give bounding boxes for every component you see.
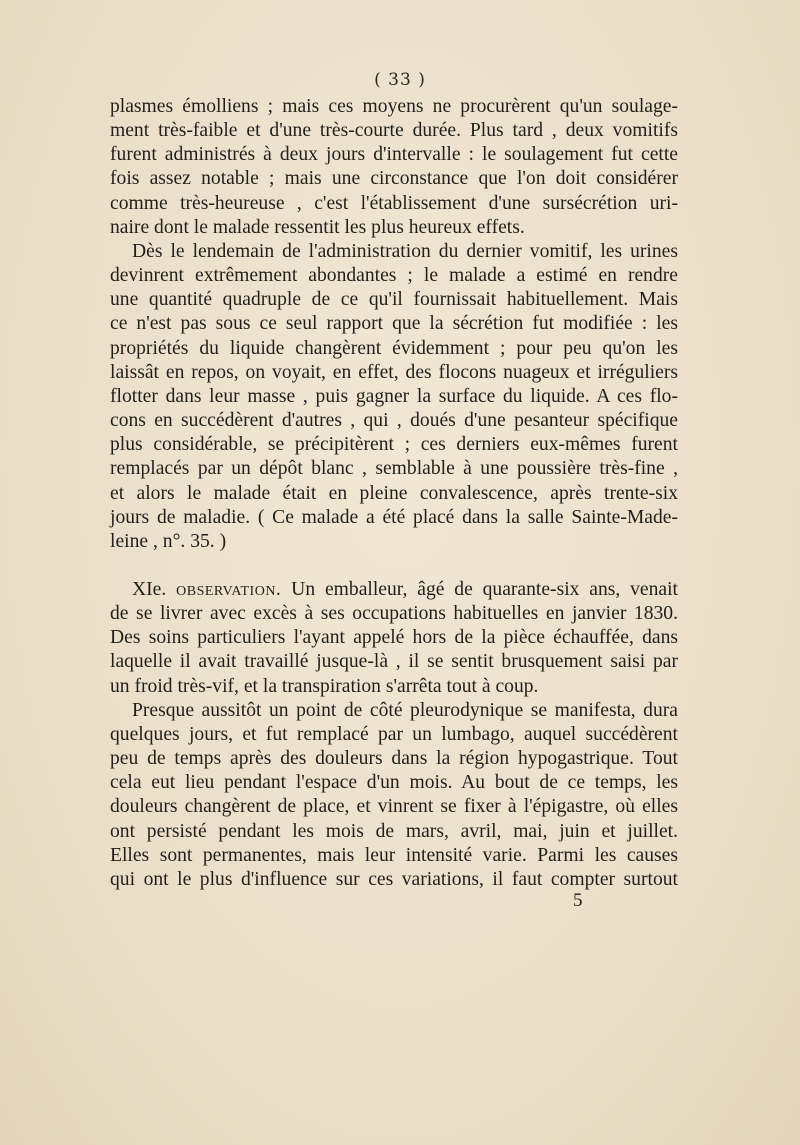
text-line: furent administrés à deux jours d'intervalle : le soulagement fut cette (110, 144, 678, 166)
text-line: jours de maladie. ( Ce malade a été placé dans la salle Sainte-Made- (110, 506, 678, 528)
text-line: cons en succédèrent d'autres , qui , doués d'une pesanteur spécifique (110, 410, 678, 432)
paragraph-1 (110, 95, 678, 240)
observation-heading: observation. (176, 578, 282, 600)
text-line: Dès le lendemain de l'administration du dernier vomitif, les urines (132, 240, 678, 262)
text-line: peu de temps après des douleurs dans la région hypogastrique. Tout (110, 748, 678, 770)
text-line: comme très-heureuse , c'est l'établissement d'une sursécrétion uri- (110, 192, 678, 214)
paragraph-3 (110, 578, 678, 699)
text-line: Un emballeur, âgé de quarante-six ans, venait (291, 578, 678, 600)
text-line: cela eut lieu pendant l'espace d'un mois. Au bout de ce temps, les (110, 772, 678, 794)
paragraph-4 (110, 699, 678, 892)
body-text (110, 95, 678, 892)
page-number: ( 33 ) (374, 70, 426, 90)
text-line: et alors le malade était en pleine convalescence, après trente-six (110, 482, 678, 504)
text-line: ont persisté pendant les mois de mars, avril, mai, juin et juillet. (110, 820, 678, 842)
paragraph-2 (110, 240, 678, 554)
text-line: plus considérable, se précipitèrent ; ces derniers eux-mêmes furent (110, 434, 678, 456)
text-line: Presque aussitôt un point de côté pleurodynique se manifesta, dura (132, 699, 678, 721)
text-line: qui ont le plus d'influence sur ces variations, il faut compter surtout (110, 868, 678, 890)
text-line: leine , n°. 35. ) (110, 530, 227, 552)
text-line: remplacés par un dépôt blanc , semblable à une poussière très-fine , (110, 458, 678, 480)
text-line: Elles sont permanentes, mais leur intensité varie. Parmi les causes (110, 844, 678, 866)
text-line: quelques jours, et fut remplacé par un lumbago, auquel succédèrent (110, 723, 678, 745)
observation-number: XIe. (132, 578, 167, 600)
text-line: naire dont le malade ressentit les plus heureux effets. (110, 216, 525, 238)
text-line: ment très-faible et d'une très-courte durée. Plus tard , deux vomitifs (110, 120, 678, 142)
text-line: un froid très-vif, et la transpiration s'arrêta tout à coup. (110, 675, 539, 697)
text-line: flotter dans leur masse , puis gagner la surface du liquide. A ces flo- (110, 385, 678, 407)
text-line: fois assez notable ; mais une circonstance que l'on doit considérer (110, 168, 678, 190)
text-line: de se livrer avec excès à ses occupations habituelles en janvier 1830. (110, 603, 678, 625)
text-line: ce n'est pas sous ce seul rapport que la sécrétion fut modifiée : les (110, 313, 678, 335)
text-line: plasmes émolliens ; mais ces moyens ne procurèrent qu'un soulage- (110, 96, 678, 117)
text-line: laquelle il avait travaillé jusque-là , il se sentit brusquement saisi par (110, 651, 678, 673)
text-line: propriétés du liquide changèrent évidemment ; pour peu qu'on les (110, 337, 678, 359)
text-line: Des soins particuliers l'ayant appelé hors de la pièce échauffée, dans (110, 627, 678, 649)
text-line: devinrent extrêmement abondantes ; le malade a estimé en rendre (110, 265, 678, 287)
text-line: laissât en repos, on voyait, en effet, des flocons nuageux et irréguliers (110, 361, 678, 383)
text-line: une quantité quadruple de ce qu'il fournissait habituellement. Mais (110, 289, 678, 311)
observation-first-line (110, 578, 678, 602)
signature-mark: 5 (573, 890, 583, 911)
text-line: douleurs changèrent de place, et vinrent se fixer à l'épigastre, où elles (110, 796, 678, 818)
